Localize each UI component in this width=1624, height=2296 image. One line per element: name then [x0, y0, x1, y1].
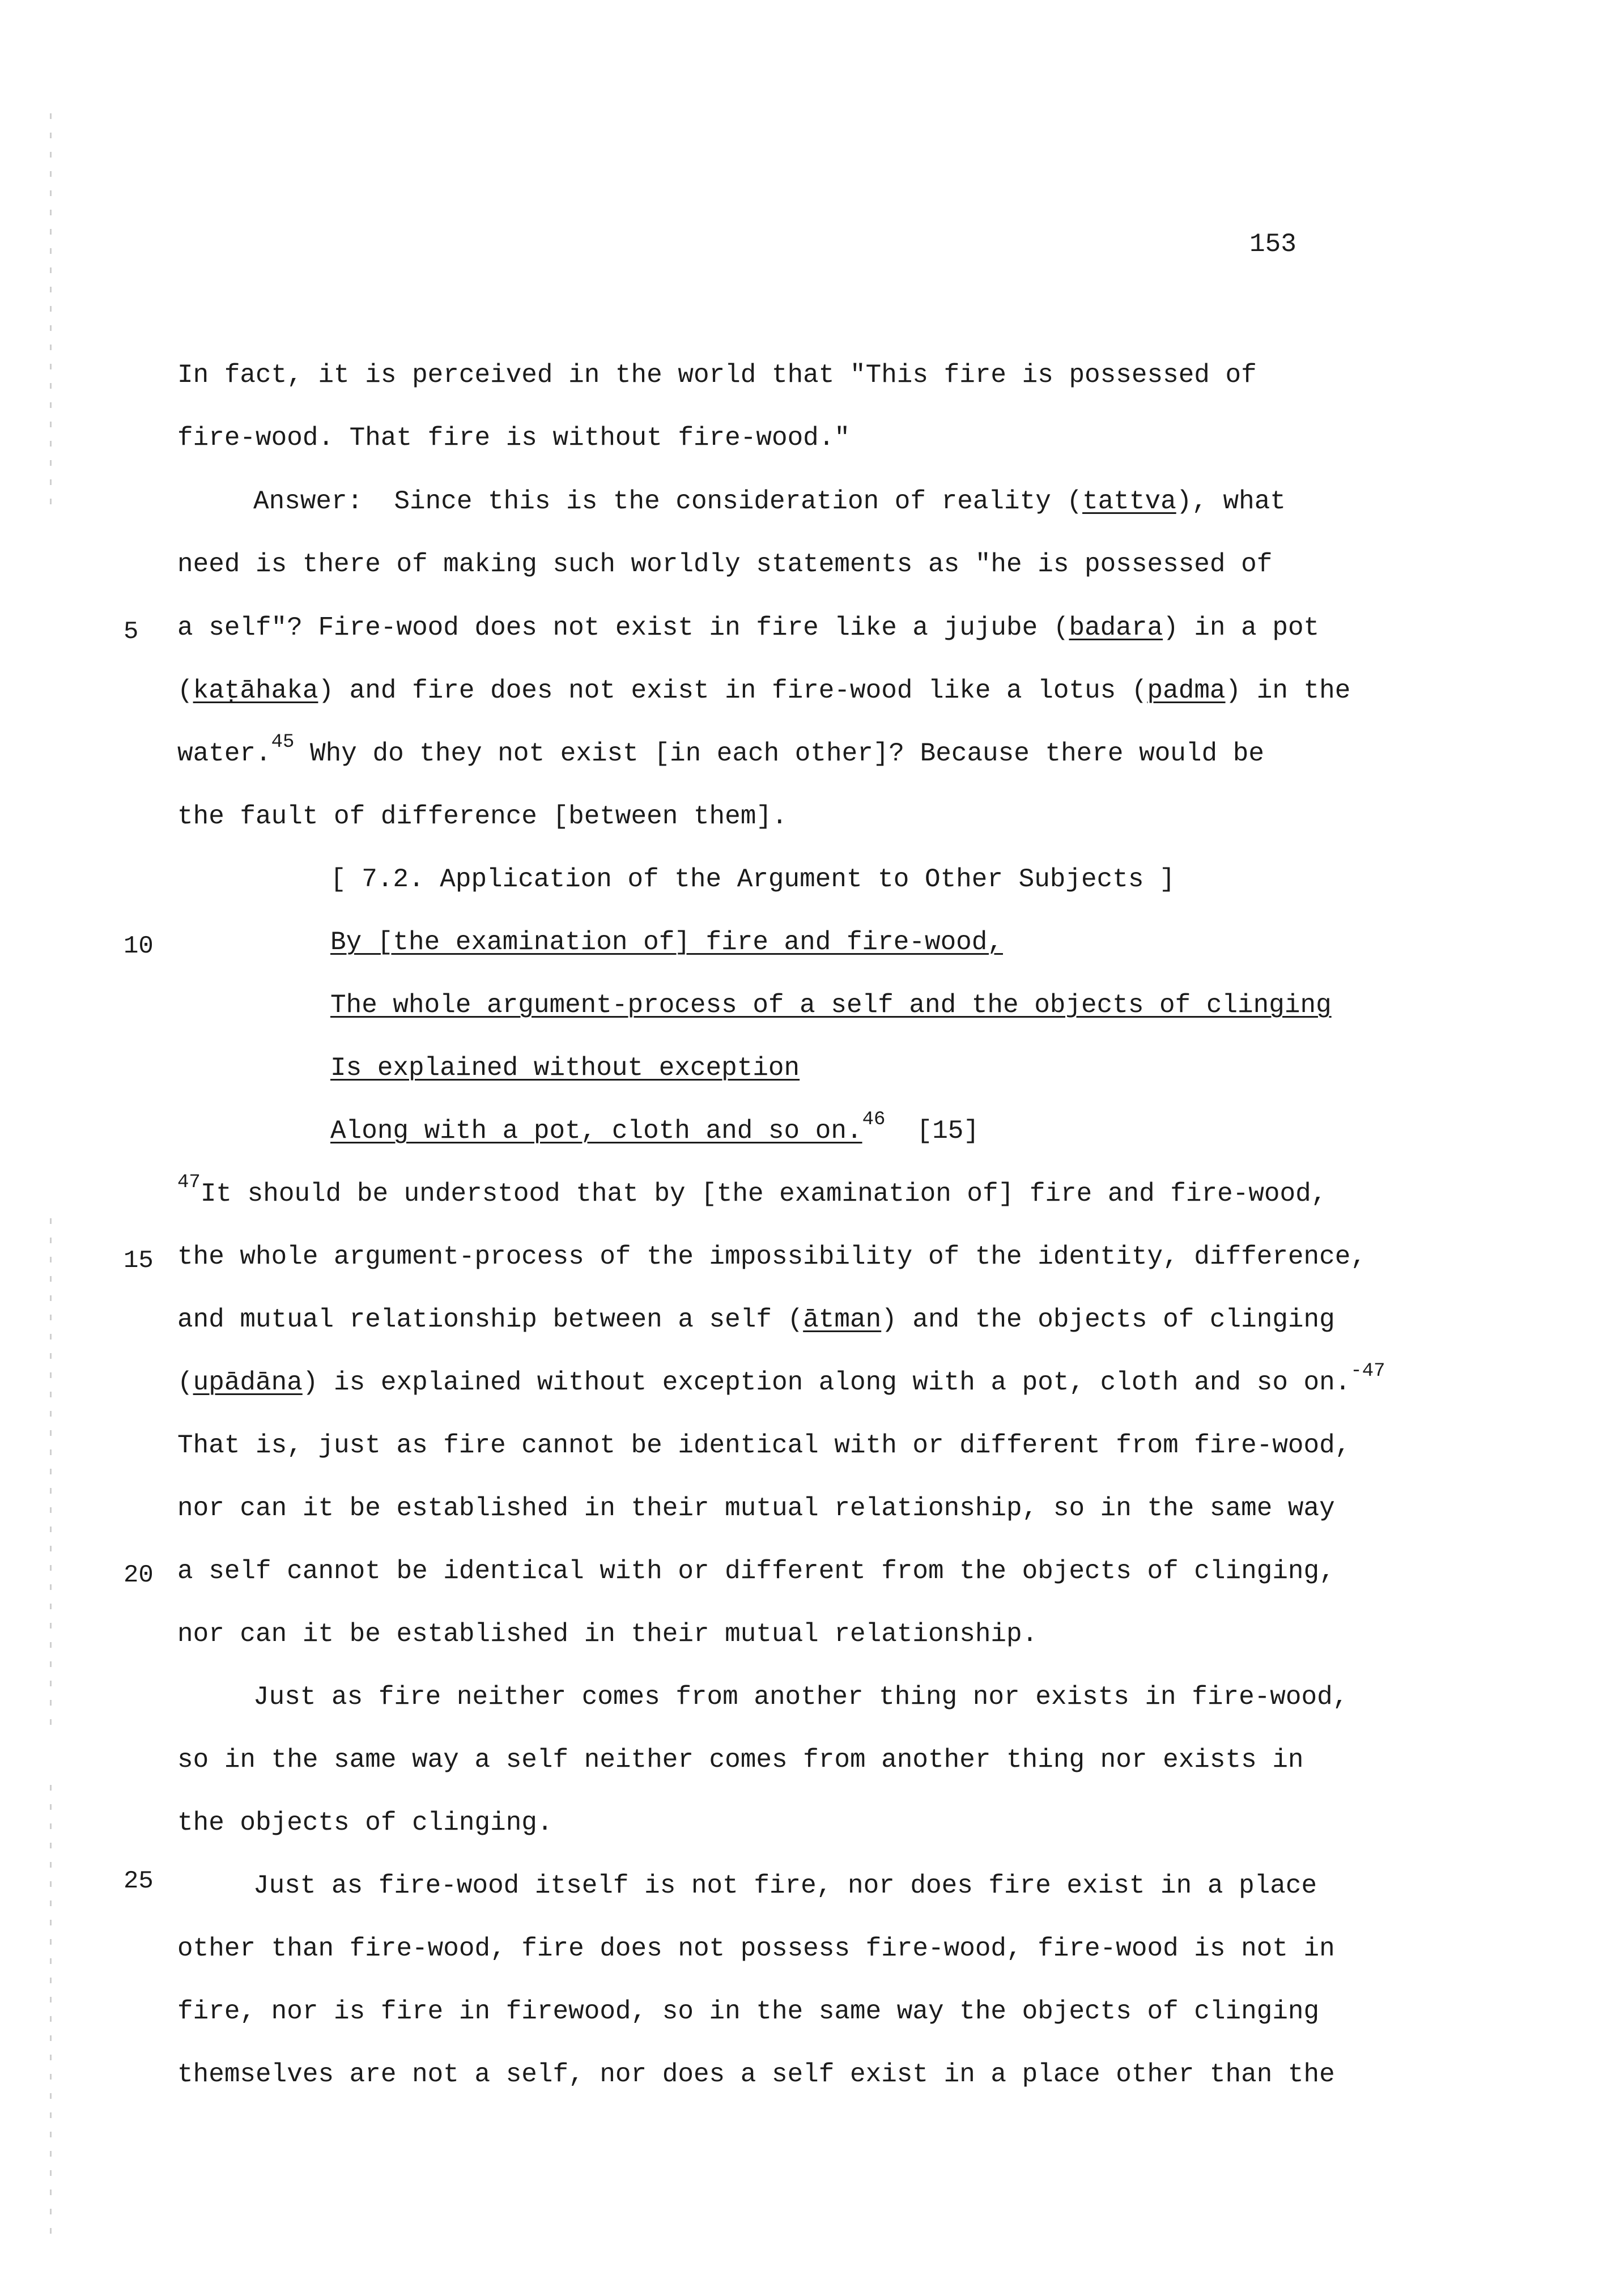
- text-line: and mutual relationship between a self (ātman) and the objects of clinging: [177, 1305, 1335, 1334]
- footnote-ref-47-start: 47: [177, 1172, 201, 1193]
- term-atman: ātman: [803, 1305, 882, 1334]
- text-line: (kaṭāhaka) and fire does not exist in fire-wood like a lotus (padma) in the: [177, 676, 1351, 705]
- text-line: fire-wood. That fire is without fire-wood.": [177, 423, 850, 453]
- footnote-ref-46: 46: [862, 1109, 886, 1130]
- text-line: water.$^{45}$ Why do they not exist [in each other]? Because there would be: [177, 732, 1264, 768]
- text-line: Answer: Since this is the consideration of reality (tattva), what: [253, 487, 1286, 516]
- page-number: 153: [1249, 229, 1296, 259]
- text-line: fire, nor is fire in firewood, so in the same way the objects of clinging: [177, 1997, 1320, 2026]
- text-line: $^{47}$It should be understood that by [the examination of] fire and fire-wood,: [177, 1172, 1327, 1209]
- verse-line: The whole argument-process of a self and the objects of clinging: [330, 990, 1332, 1020]
- term-badara: badara: [1069, 613, 1163, 643]
- text-line: nor can it be established in their mutual relationship.: [177, 1619, 1038, 1649]
- term-padma: padma: [1147, 676, 1226, 705]
- text-line: a self"? Fire-wood does not exist in fire like a jujube (badara) in a pot: [177, 613, 1320, 643]
- line-number: 20: [124, 1561, 154, 1589]
- text-line: Just as fire neither comes from another thing nor exists in fire-wood,: [253, 1682, 1349, 1712]
- text-line: so in the same way a self neither comes from another thing nor exists in: [177, 1745, 1304, 1775]
- text-line: a self cannot be identical with or different from the objects of clinging,: [177, 1557, 1335, 1586]
- line-number: 10: [124, 932, 154, 960]
- text-line: other than fire-wood, fire does not possess fire-wood, fire-wood is not in: [177, 1934, 1335, 1963]
- scan-artifact: [50, 113, 52, 510]
- text-line: themselves are not a self, nor does a self exist in a place other than the: [177, 2060, 1335, 2089]
- verse-line: By [the examination of] fire and fire-wood,: [330, 928, 1003, 957]
- text-line: In fact, it is perceived in the world that "This fire is possessed of: [177, 360, 1257, 390]
- line-number: 25: [124, 1867, 154, 1895]
- verse-line: Along with a pot, cloth and so on.$^{46}$ [15]: [330, 1109, 980, 1146]
- text-line: the objects of clinging.: [177, 1808, 553, 1838]
- text-line: nor can it be established in their mutual relationship, so in the same way: [177, 1494, 1335, 1523]
- section-heading: [ 7.2. Application of the Argument to Other Subjects ]: [330, 865, 1175, 894]
- term-upadana: upādāna: [193, 1368, 303, 1397]
- verse-line: Is explained without exception: [330, 1053, 800, 1083]
- text-line: need is there of making such worldly statements as "he is possessed of: [177, 550, 1273, 579]
- scan-artifact: [50, 1785, 52, 2238]
- text-line: Just as fire-wood itself is not fire, nor does fire exist in a place: [253, 1871, 1317, 1900]
- text-line: (upādāna) is explained without exception along with a pot, cloth and so on.$^{-47}$: [177, 1360, 1385, 1397]
- verse-number: [15]: [916, 1116, 980, 1146]
- text-line: the fault of difference [between them].: [177, 802, 788, 831]
- text-line: That is, just as fire cannot be identical with or different from fire-wood,: [177, 1431, 1351, 1460]
- answer-label: Answer:: [253, 487, 363, 516]
- term-katahaka: kaṭāhaka: [193, 676, 318, 705]
- footnote-ref-45: 45: [271, 732, 295, 753]
- line-number: 15: [124, 1247, 154, 1275]
- scan-artifact: [50, 1218, 52, 1728]
- line-number: 5: [124, 618, 139, 646]
- text-line: the whole argument-process of the impossibility of the identity, difference,: [177, 1242, 1366, 1272]
- term-tattva: tattva: [1082, 487, 1176, 516]
- footnote-ref-47-end: -47: [1350, 1360, 1385, 1382]
